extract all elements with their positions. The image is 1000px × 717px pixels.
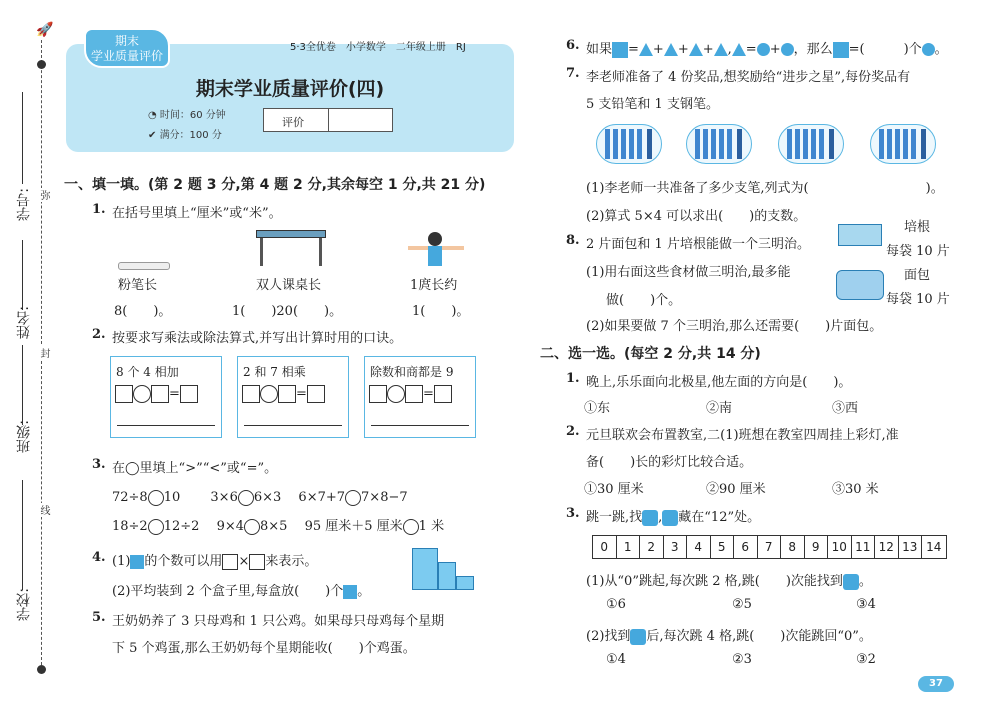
question-text: 跳一跳,找 , 藏在“12”处。 bbox=[586, 510, 761, 525]
gift-icon bbox=[642, 510, 658, 526]
question-text[interactable]: (1)从“0”跳起,每次跳 2 格,跳( )次能找到 。 bbox=[586, 574, 872, 589]
eval-label: 评价 bbox=[282, 116, 304, 129]
q1-item-label: 1庹长约 bbox=[410, 278, 458, 293]
option[interactable]: ①4 bbox=[606, 652, 626, 667]
number-cell: 11 bbox=[852, 536, 876, 558]
exam-badge bbox=[84, 28, 170, 68]
pencil-set-image bbox=[686, 124, 752, 164]
question-number: 7. bbox=[566, 66, 580, 81]
question-number: 2. bbox=[566, 424, 580, 439]
question-text: 王奶奶养了 3 只母鸡和 1 只公鸡。如果母只母鸡每个星期 bbox=[112, 614, 445, 629]
option[interactable]: ①6 bbox=[606, 597, 626, 612]
compare-row bbox=[112, 486, 408, 506]
question-number: 2. bbox=[92, 327, 106, 342]
expr: 9×4 bbox=[216, 519, 245, 534]
option[interactable]: ③4 bbox=[856, 597, 876, 612]
card-prompt: 除数和商都是 9 bbox=[370, 365, 454, 379]
question-text: 5 支铅笔和 1 支钢笔。 bbox=[586, 97, 719, 112]
bacon-qty: 每袋 10 片 bbox=[886, 244, 950, 259]
number-cell: 14 bbox=[926, 540, 942, 554]
desk-image bbox=[256, 226, 326, 266]
time-text: 时间：60 分钟 bbox=[159, 110, 226, 121]
id-line bbox=[22, 92, 23, 184]
option[interactable]: ③30 米 bbox=[832, 482, 879, 497]
binding-dot bbox=[37, 665, 46, 674]
number-cell: 4 bbox=[687, 536, 711, 558]
bread-label: 面包 bbox=[904, 268, 931, 283]
card-prompt: 8 个 4 相加 bbox=[116, 365, 179, 379]
q4-part: 来表示。 bbox=[265, 554, 318, 569]
q6-part: 如果 bbox=[586, 42, 613, 57]
seal-mark: 封 bbox=[38, 348, 49, 358]
cube-icon bbox=[343, 585, 357, 599]
q4-part: 。 bbox=[357, 584, 371, 599]
bread-qty: 每袋 10 片 bbox=[886, 292, 950, 307]
question-text[interactable]: 做( )个。 bbox=[606, 293, 682, 308]
s2q3-part: 后,每次跳 4 格,跳( )次能跳回“0”。 bbox=[646, 629, 872, 644]
school-label: 学校: bbox=[16, 588, 32, 621]
question-text: (1) 的个数可以用 × 来表示。 bbox=[112, 554, 318, 569]
question-number: 3. bbox=[566, 506, 580, 521]
score-text: 满分：100 分 bbox=[159, 130, 222, 141]
question-number: 8. bbox=[566, 233, 580, 248]
q4-part: 的个数可以用 bbox=[144, 554, 223, 569]
bacon-label: 培根 bbox=[904, 220, 931, 235]
cube-stack-image bbox=[412, 548, 474, 590]
question-number: 5. bbox=[92, 610, 106, 625]
expr: 6×7+7 bbox=[298, 490, 346, 505]
expr: 95 厘米＋5 厘米 bbox=[304, 519, 403, 534]
question-text[interactable]: (1)李老师一共准备了多少支笔,列式为( )。 bbox=[586, 181, 944, 196]
question-number: 1. bbox=[92, 202, 106, 217]
expr: 1 米 bbox=[418, 519, 445, 534]
question-text[interactable] bbox=[586, 625, 872, 645]
pencil-set-image bbox=[870, 124, 936, 164]
number-cell: 13 bbox=[899, 536, 923, 558]
pencil-set-image bbox=[778, 124, 844, 164]
q1-item-label: 双人课桌长 bbox=[256, 278, 322, 293]
class-label: 班级: bbox=[16, 420, 32, 453]
number-cell: 10 bbox=[828, 536, 852, 558]
question-number: 6. bbox=[566, 38, 580, 53]
bacon-pack-image bbox=[838, 224, 882, 246]
time-info: ◔ 时间：60 分钟 bbox=[148, 110, 226, 121]
boy-arms-out-image bbox=[408, 232, 464, 266]
option[interactable]: ②3 bbox=[732, 652, 752, 667]
question-text: 2 片面包和 1 片培根能做一个三明治。 bbox=[586, 237, 810, 252]
question-text[interactable]: 备( )长的彩灯比较合适。 bbox=[586, 455, 753, 470]
question-text: 元旦联欢会布置教室,二(1)班想在教室四周挂上彩灯,准 bbox=[586, 428, 899, 443]
section-heading: 一、填一填。(第 2 题 3 分,第 4 题 2 分,其余每空 1 分,共 21 分) bbox=[64, 177, 486, 193]
q4-part: (2)平均装到 2 个盒子里,每盒放( )个 bbox=[112, 584, 344, 599]
question-number: 4. bbox=[92, 550, 106, 565]
expr: 3×6 bbox=[210, 490, 238, 505]
number-cell: 7 bbox=[758, 536, 782, 558]
question-text: 下 5 个鸡蛋,那么王奶奶每个星期能收( )个鸡蛋。 bbox=[112, 641, 416, 656]
expr: 72÷8 bbox=[112, 490, 148, 505]
q1-answer-blank[interactable]: 1( )。 bbox=[412, 304, 470, 319]
equation-card[interactable]: 2 和 7 相乘 = bbox=[237, 356, 349, 438]
expr: 7×8−7 bbox=[361, 490, 408, 505]
number-cell: 3 bbox=[664, 536, 688, 558]
binding-strip bbox=[0, 0, 62, 717]
equation-card[interactable]: 8 个 4 相加 = bbox=[110, 356, 222, 438]
class-line bbox=[22, 345, 23, 425]
question-number: 1. bbox=[566, 371, 580, 386]
q1-answer-blank[interactable]: 1( )20( )。 bbox=[232, 304, 343, 319]
number-cell: 9 bbox=[805, 536, 829, 558]
badge-line: 期末 bbox=[114, 34, 139, 48]
number-line bbox=[592, 535, 947, 559]
chalk-image bbox=[118, 262, 170, 270]
seal-mark: 线 bbox=[38, 505, 49, 515]
option[interactable]: ②南 bbox=[706, 401, 733, 416]
s2q3-part: (2)找到 bbox=[586, 629, 631, 644]
question-text bbox=[112, 580, 370, 599]
option[interactable]: ③西 bbox=[832, 401, 859, 416]
question-text: 李老师准备了 4 份奖品,想奖励给“进步之星”,每份奖品有 bbox=[586, 70, 911, 85]
s2q3-part: 跳一跳,找 bbox=[586, 510, 643, 525]
page-number: 37 bbox=[918, 676, 954, 692]
expr: 10 bbox=[163, 490, 181, 505]
name-line bbox=[22, 240, 23, 310]
option[interactable]: ②90 厘米 bbox=[706, 482, 766, 497]
question-text: 在括号里填上“厘米”或“米”。 bbox=[112, 206, 282, 221]
name-label: 姓名: bbox=[16, 306, 32, 339]
q1-answer-blank[interactable]: 8( )。 bbox=[114, 304, 172, 319]
expr: 6×3 bbox=[253, 490, 282, 505]
question-text: (1)用右面这些食材做三明治,最多能 bbox=[586, 265, 791, 280]
school-line bbox=[22, 480, 23, 590]
s2q3-part: (1)从“0”跳起,每次跳 2 格,跳( )次能找到 bbox=[586, 574, 843, 589]
option[interactable]: ①东 bbox=[584, 401, 611, 416]
question-number: 3. bbox=[92, 457, 106, 472]
pencil-set-image bbox=[596, 124, 662, 164]
binding-dot bbox=[37, 60, 46, 69]
option[interactable]: ①30 厘米 bbox=[584, 482, 644, 497]
number-cell: 5 bbox=[711, 536, 735, 558]
equation-card[interactable]: 除数和商都是 9 = bbox=[364, 356, 476, 438]
gift-icon bbox=[843, 574, 859, 590]
score-info: ✔ 满分：100 分 bbox=[148, 130, 222, 141]
question-text: 如果 = + + + , = + ，那么 =( )个 。 bbox=[586, 42, 948, 57]
expr: 12÷2 bbox=[163, 519, 200, 534]
rocket-icon: 🚀 bbox=[36, 22, 54, 38]
gift-icon bbox=[662, 510, 678, 526]
badge-line: 学业质量评价 bbox=[90, 49, 163, 63]
number-cell: 12 bbox=[875, 536, 899, 558]
number-cell: 1 bbox=[617, 536, 641, 558]
expr: 8×5 bbox=[260, 519, 288, 534]
gift-icon bbox=[630, 629, 646, 645]
series-info: 5·3全优卷 小学数学 二年级上册 RJ bbox=[290, 42, 466, 53]
s2q3-part: 藏在“12”处。 bbox=[678, 510, 761, 525]
question-text: 按要求写乘法或除法算式,并写出计算时用的口诀。 bbox=[112, 331, 403, 346]
q6-part: =( )个 bbox=[848, 42, 922, 57]
section-heading: 二、选一选。(每空 2 分,共 14 分) bbox=[540, 346, 761, 362]
seal-mark: 弥 bbox=[38, 190, 49, 200]
page-title: 期末学业质量评价(四) bbox=[195, 78, 385, 100]
student-id-label: 学号: bbox=[16, 188, 32, 221]
card-prompt: 2 和 7 相乘 bbox=[243, 365, 306, 379]
number-cell: 2 bbox=[640, 536, 664, 558]
q4-part: (1) bbox=[112, 554, 131, 569]
question-text[interactable]: (2)如果要做 7 个三明治,那么还需要( )片面包。 bbox=[586, 319, 883, 334]
question-text[interactable]: (2)算式 5×4 可以求出( )的支数。 bbox=[586, 209, 807, 224]
option[interactable]: ③2 bbox=[856, 652, 876, 667]
expr: 18÷2 bbox=[112, 519, 148, 534]
bread-pack-image bbox=[836, 270, 884, 300]
q1-item-label: 粉笔长 bbox=[118, 278, 158, 293]
option[interactable]: ②5 bbox=[732, 597, 752, 612]
evaluation-box[interactable] bbox=[263, 108, 393, 132]
number-cell: 6 bbox=[734, 536, 758, 558]
cube-icon bbox=[130, 555, 144, 569]
number-cell: 8 bbox=[781, 536, 805, 558]
question-text: 晚上,乐乐面向北极星,他左面的方向是( )。 bbox=[586, 375, 852, 390]
number-cell: 0 bbox=[593, 536, 617, 558]
q6-part: ，那么 bbox=[793, 42, 833, 57]
question-text: 在◯里填上“>”“<”或“=”。 bbox=[112, 461, 278, 476]
compare-row bbox=[112, 515, 444, 535]
